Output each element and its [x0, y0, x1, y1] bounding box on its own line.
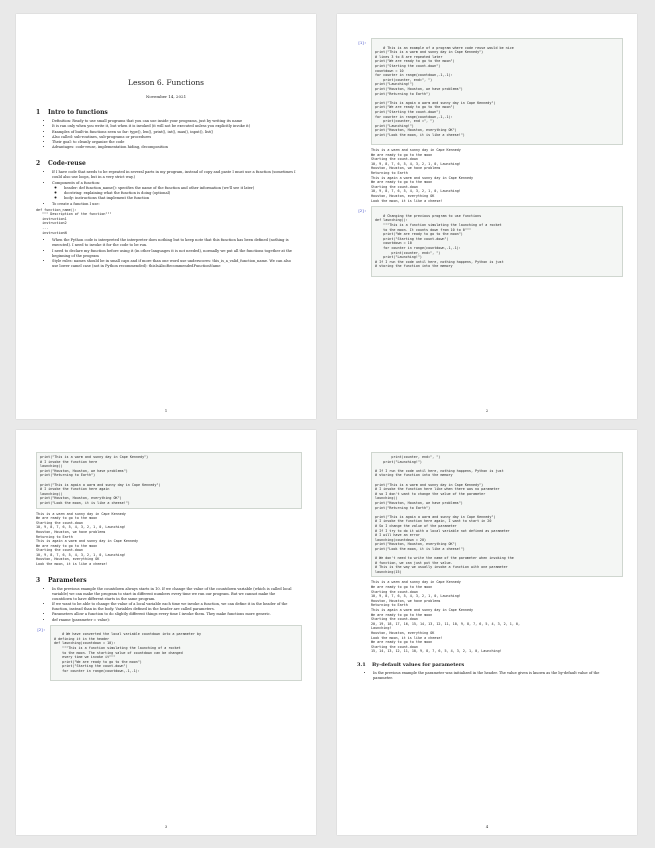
code-text: # This is an example of a program where code reuse would be nice print("This is a warm and sunny day in Cape Kennedy") # lines 3 to 8 are repeated later print("We are ready to go to the moon") print("Starting the count-down") countdown = 10 for counter in range(countdown,-1,-1): print(counter, end=", ") print("Launching!") print("Houston, Houston, we have problems") print("Returning to Earth") print("This is again a warm and sunny day in Cape Kennedy") print("We are ready to go to the moon") print("Starting the count-down") for counter in range(countdown,-1,-1): print(counter, end =", ") print("Launching!") print("Houston, Houston, everything OK") print("Look the moon, it is like a cheese!") [375, 45, 514, 137]
cell-output: This is a warm and sunny day in Cape Kennedy We are ready to go to the moon Starting the count-down 10, 9, 8, 7, 6, 5, 4, 3, 2, 1, 0, Launching! Houston, Houston, we have problems Returning to Earth This is again a warm and sunny day in Cape Kennedy We are ready to go to the moon Starting the count-down 10, 9, 8, 7, 6, 5, 4, 3, 2, 1, 0, Launching! Houston, Houston, everything OK Look the moon, it is like a cheese! [36, 511, 139, 567]
intro-list [16, 119, 316, 150]
list-item: • Examples of built-in functions seen so far: type(), len(), print(), int(), max(), input(), list() [52, 130, 296, 135]
section-heading-code-reuse: 2 Code-reuse [36, 160, 86, 168]
code-cell-3 [37, 625, 302, 682]
cell-label: [1]: [358, 41, 367, 45]
list-item: • Their goal: to cleanly organize the code [52, 140, 296, 145]
cell-label: [2]: [358, 209, 367, 214]
page-number: 2 [485, 408, 489, 413]
list-item: • In the previous example the parameter was initialized in the header. The value given is known as the by-default value of the parameter. [373, 671, 617, 681]
subsection-heading-default-values: 3.1 By-default values for parameters [357, 661, 465, 668]
section-heading-parameters: 3 Parameters [36, 576, 87, 584]
code-text: # Changing the previous program to use functions def launching(): """This is a function simulating the launching of a rocket to the moon. It counts down from 10 to 0""" print("We are ready to go to the moon") print("Starting the count-down") countdown = 10 for counter in range(countdown,-1,-1): print(counter, end=", ") print("Launching!") # If I run the code until here, nothing happens, Python is just # storing the function into the memory [375, 213, 504, 269]
code-reuse-list [16, 170, 316, 206]
list-item: • It is ran only when you write it, but when it is invoked (it will not be executed unless you explicitly invoke it) [52, 124, 296, 129]
code-text: # We have converted the local variable countdown into a parameter by # defining it in the header def launching(countdown = 10): """This is a function simulating the launching of a rocket to the moon. The starting value of countdown can be changed every time we invoke it""" print("We are ready to go to the moon") print("Starting the count-down") for counter in range(countdown,-1,-1): [54, 632, 201, 673]
default-values-list [337, 671, 637, 681]
def-syntax-block: def function_name(): """ Description of the function""" instruction1 instruction2 ... instructionN [36, 207, 112, 235]
list-item: • Also called: sub-routines, sub-programs or procedures [52, 135, 296, 140]
list-item: • I need to declare my function before using it (in other languages it is not needed), normally we put all the functions together at the beginning of the program [52, 249, 296, 259]
cell-output: This is a warm and sunny day in Cape Kennedy We are ready to go to the moon Starting the count-down 10, 9, 8, 7, 6, 5, 4, 3, 2, 1, 0, Launching! Houston, Houston, we have problems Returning to Earth This is again a warm and sunny day in Cape Kennedy We are ready to go to the moon Starting the count-down 20, 19, 18, 17, 16, 15, 14, 13, 12, 11, 10, 9, 8, 7, 6, 5, 4, 3, 2, 1, 0, Launching! Houston, Houston, everything OK Look the moon, it is like a cheese! We are ready to go to the moon Starting the count-down 15, 14, 13, 12, 11, 10, 9, 8, 7, 6, 5, 4, 3, 2, 1, 0, Launching! [371, 580, 521, 654]
page-3 [16, 430, 316, 835]
list-item: • To create a function I use: [52, 202, 296, 207]
document-title: Lesson 6. Functions [127, 78, 205, 87]
list-item: • When the Python code is interpreted the interpreter does nothing but to keep note that this function has been defined (nothing is executed). I need to invoke it for the code to be run. [52, 238, 296, 248]
section-heading-intro: 1 Intro to functions [36, 109, 108, 116]
list-item: ◦ body: instructions that implement the function [64, 196, 296, 201]
page-number: 1 [164, 408, 168, 413]
document-date: November 14, 2021 [145, 94, 187, 99]
cell-output-1: This is a warm and sunny day in Cape Kennedy We are ready to go to the moon Starting the count-down 10, 9, 8, 7, 6, 5, 4, 3, 2, 1, 0, Launching! Houston, Houston, we have problems Returning to Earth This is again a warm and sunny day in Cape Kennedy We are ready to go to the moon Starting the count-down 10, 9, 8, 7, 6, 5, 4, 3, 2, 1, 0, Launching! Houston, Houston, everything OK Look the moon, it is like a cheese! [371, 148, 474, 203]
code-cell-1 [358, 38, 623, 145]
page-1 [16, 14, 316, 419]
components-sublist [52, 186, 296, 202]
code-cell-continued: print(counter, end=", ") print("Launching!") # If I run the code until here, nothing happens, Python is just # storing the function into the memory print("This is a warm and sunny day in Cape Kennedy") # I invoke the function here like when there was no parameter # so I don't want to change the value of the parameter launching() print("Houston, Houston, we have problems") print("Returning to Earth") print("This is again a warm and sunny day in Cape Kennedy") # I invoke the function here again, I want to start in 20 # So I change the value of the parameter # If I try to do it with a local variable not defined as parameter # I will have an error launching(countdown = 20) print("Houston, Houston, everything OK") print("Look the moon, it is like a cheese!") # We don't need to write the name of the parameter when invoking the # function, we can just put the value. # This is the way we usually invoke a function with one parameter launching(15) [371, 452, 623, 577]
page-number: 4 [485, 824, 489, 829]
page-4 [337, 430, 637, 835]
page-2 [337, 14, 637, 419]
list-item: • If we want to be able to change the value of a local variable each time we invoke a function, we can define it in the header of the function, instead than in the body. Variables defined in the header are called parameters. [52, 602, 296, 612]
list-item: • If I have code that needs to be repeated in several parts in my program, instead of copy and paste I must use a function (sometimes I could also use loops, but in a very strict way.) [52, 170, 296, 180]
cell-label: [2]: [37, 627, 46, 632]
list-item: • In the previous example the countdown always starts in 10. If we change the value of the countdown variable (which is called local variable) we can make the program to start in different numbers every time we run our program. But we cannot make the countdown to have different starts in the same program. [52, 587, 296, 602]
parameters-list [16, 587, 316, 623]
list-item: • Parameters allow a function to do slightly different things every time I invoke them. They make functions more generic. [52, 612, 296, 617]
list-item: • def rname (parameter = value): [52, 618, 296, 623]
list-item: ◦ docstring: explaining what the function is doing (optional) [64, 191, 296, 196]
code-cell-2 [358, 206, 623, 276]
page-number: 3 [164, 824, 168, 829]
list-item: ◦ header: def function_name(): specifies the name of the function and other information (we'll see it later) [64, 186, 296, 191]
list-item: • Advantages: code-reuse, implementation hiding, decomposition [52, 145, 296, 150]
list-item: • Components of a function: ◦ header: def function_name(): specifies the name of the function and other information (we'll see it later) ◦ docstring: explaining what the function is doing (optional) ◦ body: instructions that implement the function [52, 181, 296, 202]
list-item: • Definition: Ready to use small programs that you can use inside your programs, just by writing its name [52, 119, 296, 124]
code-cell-continued: print("This is a warm and sunny day in Cape Kennedy") # I invoke the function here launching() print("Houston, Houston, we have problems") print("Returning to Earth") print("This is again a warm and sunny day in Cape Kennedy") # I invoke the function here again launching() print("Houston, Houston, everything OK") print("Look the moon, it is like a cheese!") [36, 452, 302, 509]
list-item: • Style rules: names should be in small caps and if more than one word use underscores: this_is_a_valid_function_name. We can also use lower camel case (not in Python recommended): thisIsAlsoRecommendedFunctionName [52, 259, 296, 269]
code-reuse-list-continued [16, 238, 316, 269]
